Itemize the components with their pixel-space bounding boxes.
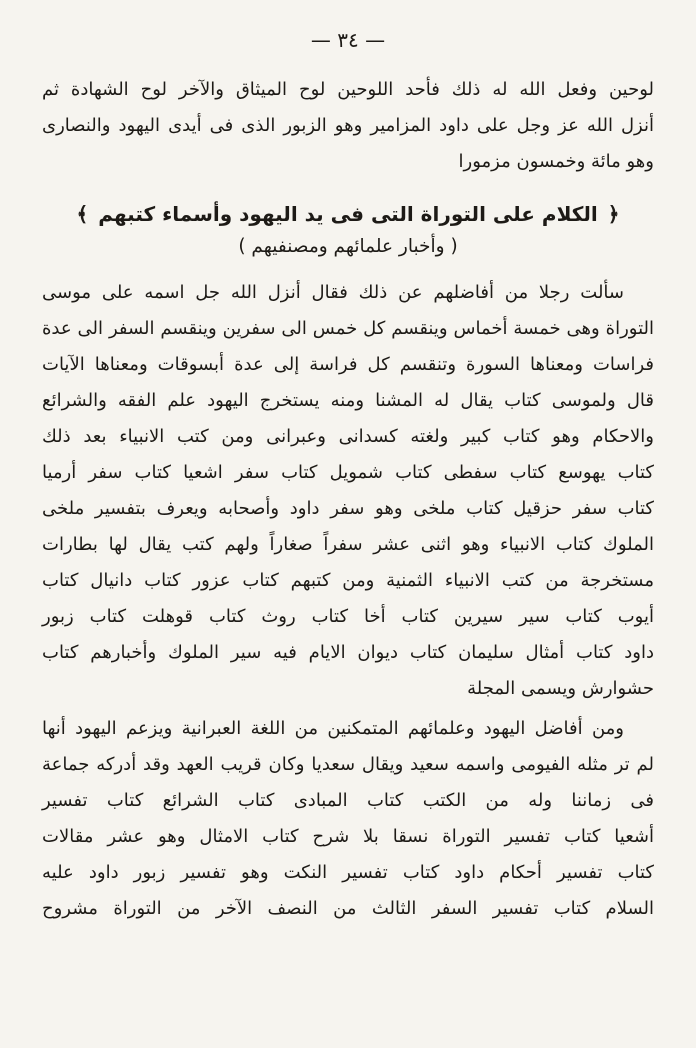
text-line: أشعيا كتاب تفسير التوراة نسقا بلا شرح كتاب الامثال وهو عشر مقالات (42, 826, 654, 847)
text-line: ومن أفاضل اليهود وعلمائهم المتمكنين من اللغة العبرانية ويزعم اليهود أنها (42, 718, 624, 739)
text-line: كتاب سفر حزقيل كتاب ملخى وهو سفر داود وأصحابه ويعرف بتفسير ملخى (42, 498, 654, 519)
continuation-paragraph (42, 72, 654, 180)
text-line: التوراة وهى خمسة أخماس وينقسم كل خمس الى سفرين وينقسم السفر الى عدة (42, 318, 654, 339)
text-line: أيوب كتاب سير سيرين كتاب أخا كتاب روث كتاب قوهلت كتاب زبور (42, 606, 654, 627)
section-heading-text: الكلام على التوراة التى فى يد اليهود وأسماء كتبهم (98, 202, 598, 226)
text-line: حشوارش ويسمى المجلة (467, 678, 654, 699)
text-line: وهو مائة وخمسون مزمورا (458, 151, 654, 172)
text-line: السلام كتاب تفسير السفر الثالث من النصف الآخر من التوراة مشروح (42, 898, 654, 919)
text-line: أنزل الله عز وجل على داود المزامير وهو الزبور الذى فى أيدى اليهود والنصارى (42, 115, 654, 136)
section-subtitle: ( وأخبار علمائهم ومصنفيهم ) (238, 236, 458, 257)
text-line: مستخرجة من كتب الانبياء الثمنية ومن كتبهم كتاب عزور كتاب دانيال كتاب (42, 570, 654, 591)
paragraph-saadia-alfayyumi (42, 711, 654, 927)
heading-ornament-close-icon: ﴾ (76, 202, 89, 226)
text-line: الملوك كتاب الانبياء وهو اثنى عشر سفراً صغاراً ولهم كتب يقال لها بطارات (42, 534, 654, 555)
text-line: فراسات ومعناها السورة وتنقسم كل فراسة إلى عدة أبسوقات ومعناها الآيات (42, 354, 654, 375)
page-number: — ٣٤ — (310, 28, 386, 52)
text-line: والاحكام وهو كتاب كبير ولغته كسدانى وعبرانى ومن كتب الانبياء بعد ذلك (42, 426, 654, 447)
paragraph-books-of-the-jews (42, 275, 654, 707)
text-line: كتاب تفسير أحكام داود كتاب تفسير النكت وهو تفسير زبور داود عليه (42, 862, 654, 883)
text-line: قال ولموسى كتاب يقال له المشنا ومنه يستخرج اليهود علم الفقه والشرائع (42, 390, 654, 411)
text-line: داود كتاب أمثال سليمان كتاب ديوان الايام فيه سير الملوك وأخبارهم كتاب (42, 642, 654, 663)
text-line: لوحين وفعل الله له ذلك فأحد اللوحين لوح الميثاق والآخر لوح الشهادة ثم (42, 79, 654, 100)
section-heading (42, 202, 654, 226)
text-line: لم تر مثله الفيومى واسمه سعيد ويقال سعديا وكان قريب العهد وقد أدركه جماعة (42, 754, 654, 775)
heading-ornament-open-icon: ﴿ (607, 202, 620, 226)
text-line: سألت رجلا من أفاضلهم عن ذلك فقال أنزل الله جل اسمه على موسى (42, 282, 624, 303)
text-line: فى زماننا وله من الكتب كتاب المبادى كتاب الشرائع كتاب تفسير (42, 790, 654, 811)
text-line: كتاب يهوسع كتاب سفطى كتاب شمويل كتاب سفر اشعيا كتاب سفر أرميا (42, 462, 654, 483)
